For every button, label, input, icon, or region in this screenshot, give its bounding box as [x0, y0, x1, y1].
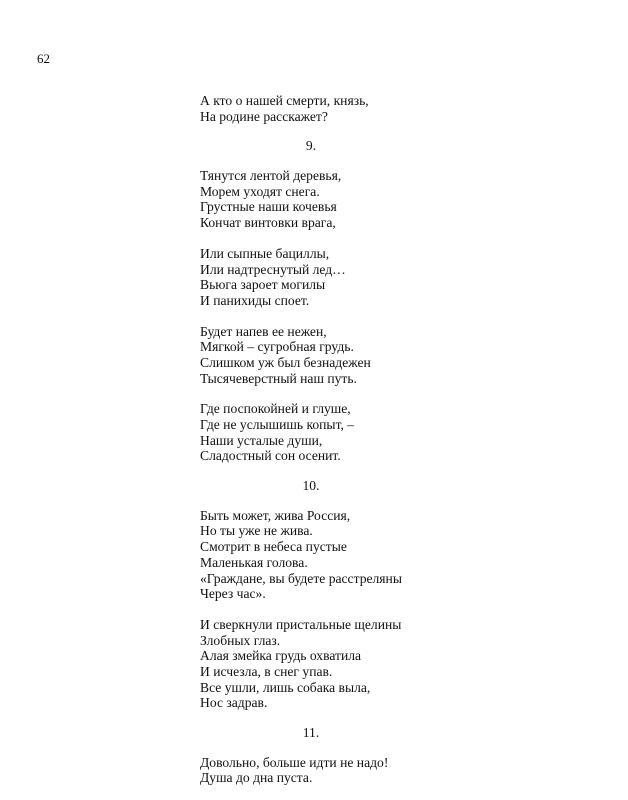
stanza — [200, 324, 600, 387]
stanza — [200, 168, 600, 231]
stanza — [200, 93, 600, 124]
section-number: 9. — [305, 138, 317, 154]
poem-line: «Граждане, вы будете расстреляны — [200, 570, 402, 586]
poem-line: И исчезла, в снег упав. — [200, 663, 333, 679]
poem-line: Наши усталые души, — [200, 432, 323, 448]
poem-line: Душа до дна пуста. — [200, 770, 313, 786]
poem-line: Нос задрав. — [200, 695, 268, 711]
poem-line: Вьюга зароет могилы — [200, 277, 326, 293]
poem-line: Будет напев ее нежен, — [200, 323, 327, 339]
poem-line: Или надтреснутый лед… — [200, 261, 346, 277]
poem-line: И панихиды споет. — [200, 292, 310, 308]
stanza — [200, 508, 600, 602]
poem-line: Через час». — [200, 586, 266, 602]
section-number: 10. — [302, 478, 320, 494]
poem-line: Кончат винтовки врага, — [200, 215, 336, 231]
poem-line: Смотрит в небеса пустые — [200, 539, 347, 555]
poem-line: Морем уходят снега. — [200, 183, 320, 199]
poem-line: Мягкой – сугробная грудь. — [200, 339, 354, 355]
poem-line: Довольно, больше идти не надо! — [200, 754, 389, 770]
poem-line: Тянутся лентой деревья, — [200, 168, 342, 184]
poem-line: Или сыпные бациллы, — [200, 245, 330, 261]
poem-line: Злобных глаз. — [200, 632, 281, 648]
section-number: 11. — [302, 725, 320, 740]
poem-line: И сверкнули пристальные щелины — [200, 616, 402, 632]
poem-text — [200, 93, 600, 786]
poem-line: Где поспокойней и глуше, — [200, 401, 351, 417]
poem-line: Тысячеверстный наш путь. — [200, 370, 357, 386]
page-number: 62 — [37, 51, 50, 66]
poem-line: Слишком уж был безнадежен — [200, 354, 371, 370]
poem-line: Алая змейка грудь охватила — [200, 648, 362, 664]
poem-line: Все ушли, лишь собака выла, — [200, 679, 371, 695]
stanza — [200, 755, 600, 786]
poem-line: Сладостный сон осенит. — [200, 448, 341, 464]
poem-line: А кто о нашей смерти, князь, — [200, 93, 369, 108]
poem-line: Грустные наши кочевья — [200, 199, 337, 215]
poem-line: Быть может, жива Россия, — [200, 507, 351, 523]
stanza — [200, 617, 600, 711]
stanza — [200, 246, 600, 309]
poem-line: Но ты уже не жива. — [200, 523, 313, 539]
poem-line: Где не услышишь копыт, – — [200, 417, 355, 432]
stanza — [200, 401, 600, 464]
poem-line: На родине расскажет? — [200, 108, 328, 124]
poem-line: Маленькая голова. — [200, 554, 308, 570]
